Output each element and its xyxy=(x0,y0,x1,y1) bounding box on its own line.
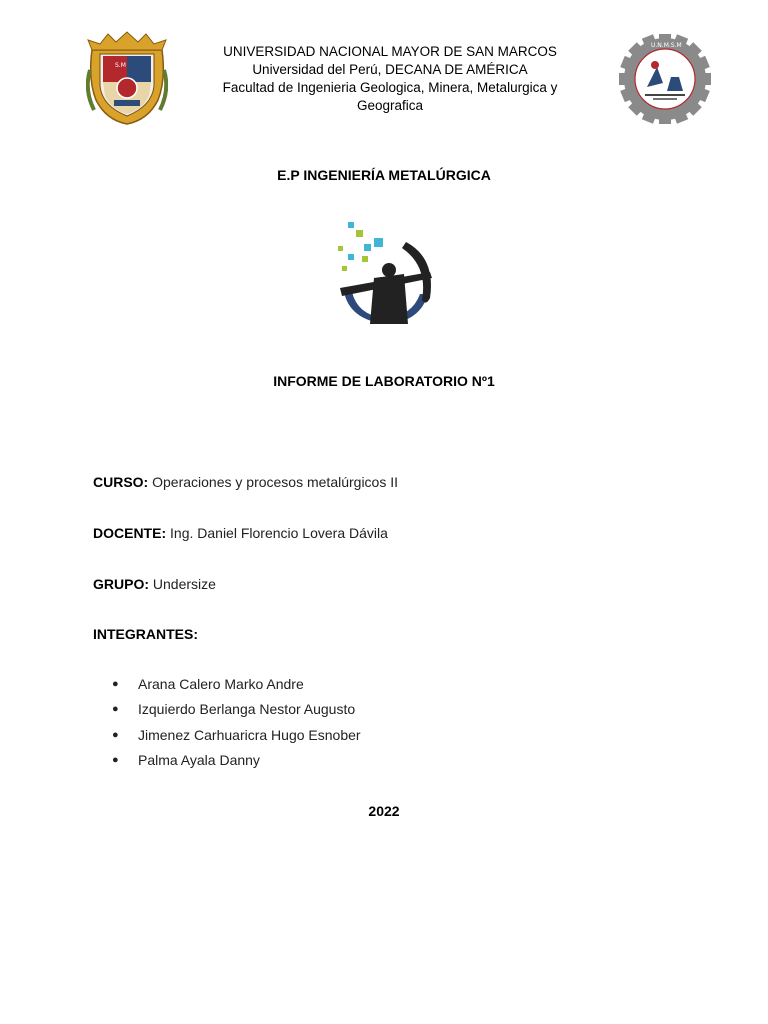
members-list xyxy=(112,676,361,777)
university-header xyxy=(190,43,590,115)
unmsm-logo xyxy=(86,30,168,126)
group-field xyxy=(93,576,216,592)
metallurgy-logo xyxy=(610,34,720,124)
members-heading xyxy=(93,626,198,642)
course-label: CURSO: xyxy=(93,474,149,490)
metallurgy-gear-seal-icon xyxy=(610,34,720,124)
report-title: INFORME DE LABORATORIO Nº1 xyxy=(273,373,495,389)
members-label: INTEGRANTES: xyxy=(93,626,198,642)
faculty-name-line1: Facultad de Ingenieria Geologica, Minera, Metalurgica y xyxy=(222,80,558,95)
group-label: GRUPO: xyxy=(93,576,149,592)
member-name: Jimenez Carhuaricra Hugo Esnober xyxy=(138,726,361,743)
teacher-field xyxy=(93,525,388,541)
faculty-name-line2: Geografica xyxy=(356,98,424,113)
unmsm-coat-of-arms-icon xyxy=(86,30,168,126)
university-motto: Universidad del Perú, DECANA DE AMÉRICA xyxy=(252,62,528,77)
bullet-icon: ● xyxy=(112,753,119,766)
unmsm-logo-text: S.M xyxy=(115,62,126,69)
school-title: E.P INGENIERÍA METALÚRGICA xyxy=(277,167,491,183)
member-name: Izquierdo Berlanga Nestor Augusto xyxy=(138,701,356,718)
member-name: Palma Ayala Danny xyxy=(138,751,260,768)
bullet-icon: ● xyxy=(112,728,119,741)
list-item xyxy=(112,676,361,701)
list-item xyxy=(112,752,361,777)
year: 2022 xyxy=(368,803,400,819)
group-value: Undersize xyxy=(152,576,216,592)
metallurgy-emblem xyxy=(334,220,436,328)
course-value: Operaciones y procesos metalúrgicos II xyxy=(152,474,399,490)
metallurgy-seal-text: U.N.M.S.M xyxy=(651,42,682,49)
teacher-value: Ing. Daniel Florencio Lovera Dávila xyxy=(170,525,388,541)
list-item xyxy=(112,701,361,726)
list-item xyxy=(112,727,361,752)
university-name: UNIVERSIDAD NACIONAL MAYOR DE SAN MARCOS xyxy=(223,44,557,59)
course-field xyxy=(93,474,398,490)
teacher-label: DOCENTE: xyxy=(93,525,167,541)
bullet-icon: ● xyxy=(112,703,119,716)
bullet-icon: ● xyxy=(112,678,119,690)
member-name: Arana Calero Marko Andre xyxy=(138,676,304,692)
pickaxe-miner-emblem-icon xyxy=(334,220,436,328)
